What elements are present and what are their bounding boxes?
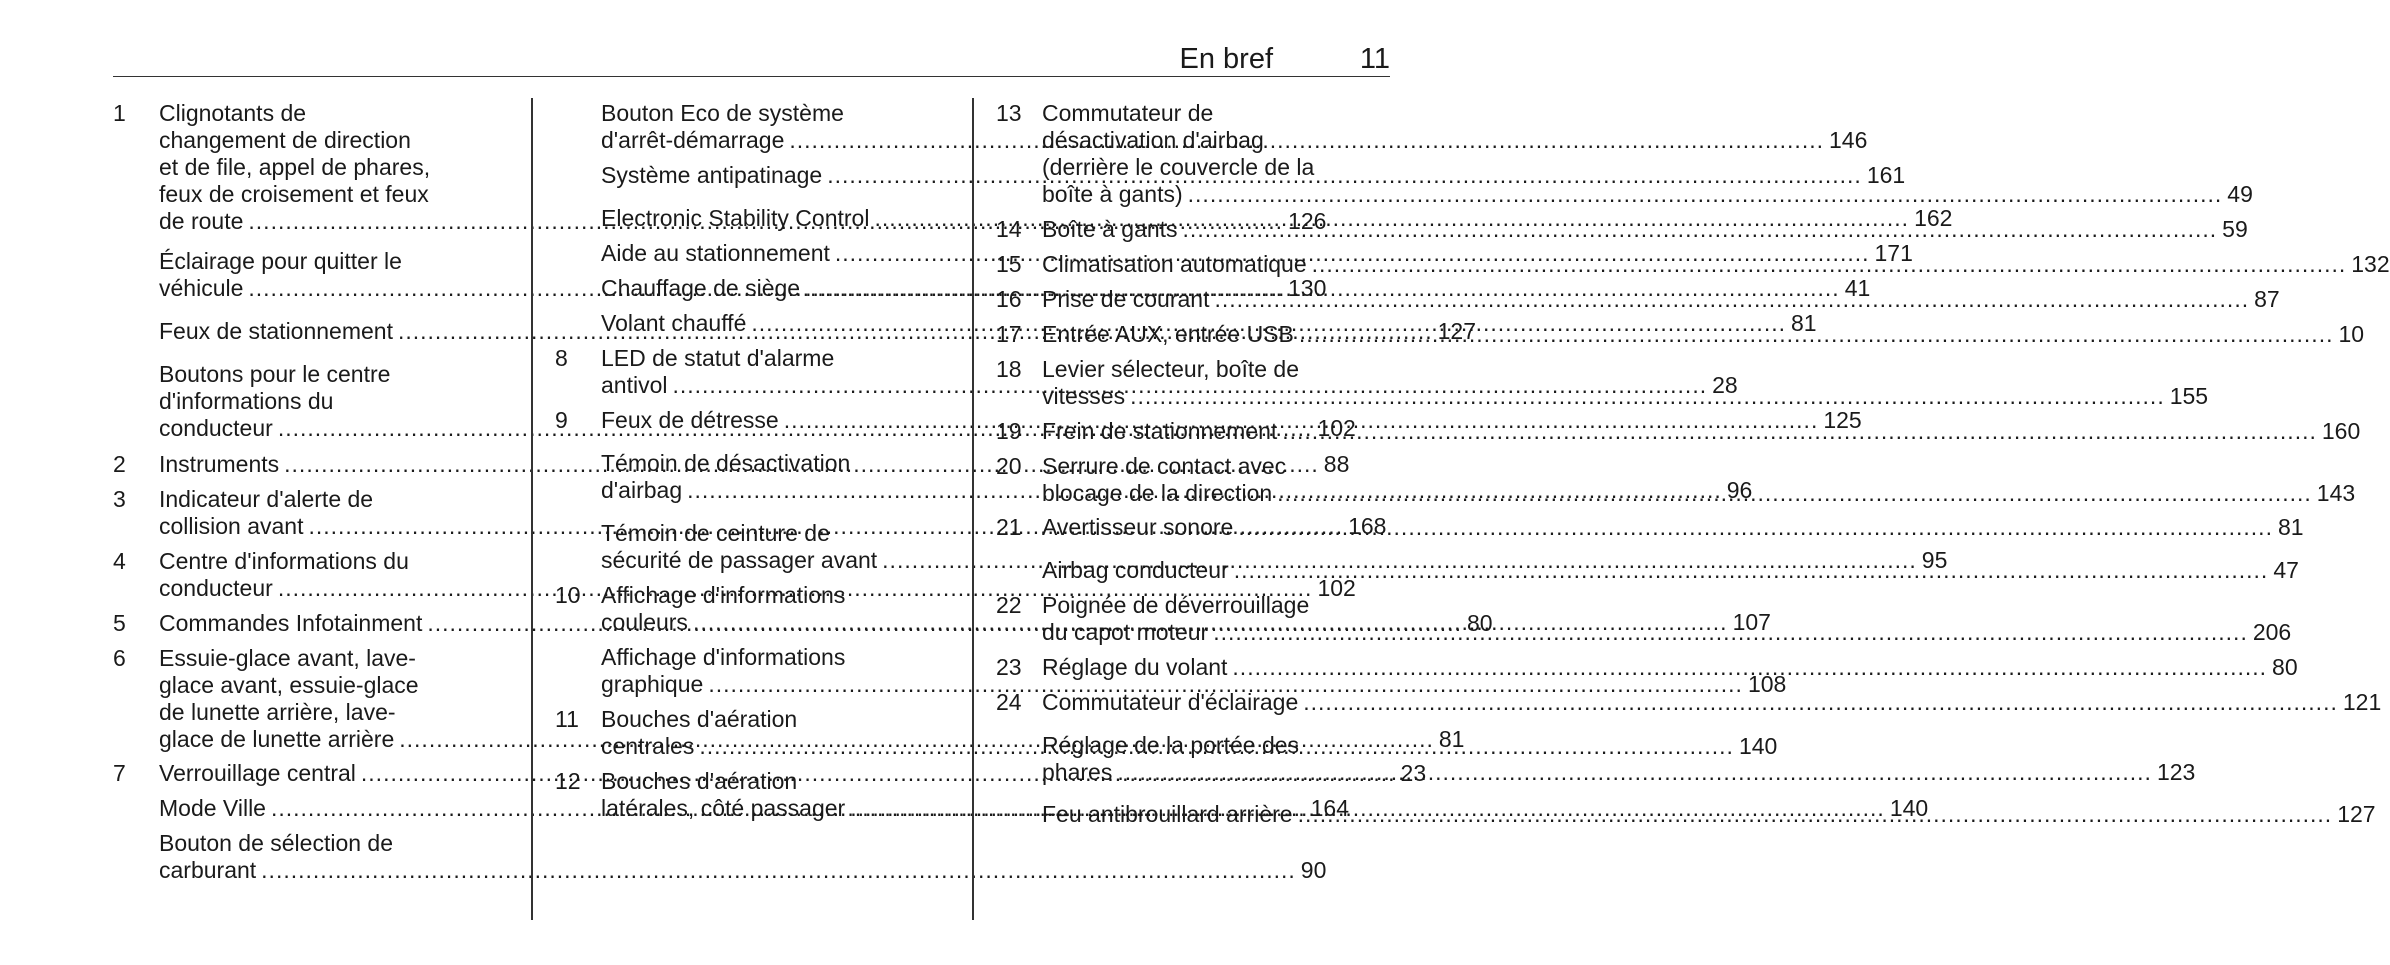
dot-leader xyxy=(1178,216,2223,243)
section-title: En bref xyxy=(1179,43,1273,75)
page-reference: 143 xyxy=(2316,480,2356,506)
entry-label: Instruments xyxy=(159,451,280,477)
page-reference: 90 xyxy=(1300,857,1327,883)
entry-line xyxy=(1042,654,2298,681)
entry-label: Airbag conducteur xyxy=(1042,557,1229,583)
entry-number: 18 xyxy=(996,356,1022,382)
page-reference: 81 xyxy=(2277,514,2304,540)
entry-label: Feux de stationnement xyxy=(159,318,393,344)
entry-label: couleurs xyxy=(601,609,688,635)
entry-line xyxy=(1042,689,2382,716)
entry-line: Centre d'informations du xyxy=(159,548,409,574)
entry-label: Aide au stationnement xyxy=(601,240,830,266)
page-reference: 80 xyxy=(1466,610,1493,636)
entry-line: de lunette arrière, lave- xyxy=(159,699,396,725)
entry-line: Serrure de contact avec xyxy=(1042,453,1287,479)
entry-line: Éclairage pour quitter le xyxy=(159,248,402,274)
entry-label: Boîte à gants xyxy=(1042,216,1178,242)
page-reference: 125 xyxy=(1823,407,1862,433)
dot-leader xyxy=(1227,654,2272,681)
dot-leader xyxy=(1208,619,2253,646)
dot-leader xyxy=(1294,321,2339,348)
entry-label: de route xyxy=(159,208,244,234)
page-reference: 123 xyxy=(2156,759,2196,785)
entry-label: blocage de la direction xyxy=(1042,480,1273,506)
entry-number: 14 xyxy=(996,216,1022,242)
toc-entry xyxy=(113,830,1327,884)
page-reference: 81 xyxy=(1791,310,1817,336)
page-reference: 162 xyxy=(1914,205,1953,231)
entry-line: Réglage de la portée des xyxy=(1042,732,1300,758)
entry-label: graphique xyxy=(601,671,704,697)
toc-entry xyxy=(996,689,2382,716)
entry-line: Indicateur d'alerte de xyxy=(159,486,374,512)
entry-label: conducteur xyxy=(159,575,273,601)
toc-entry xyxy=(996,654,2298,681)
dot-leader xyxy=(1293,801,2338,828)
entry-label: vitesses xyxy=(1042,383,1126,409)
page-reference: 95 xyxy=(1921,547,1948,573)
page-reference: 80 xyxy=(2272,654,2298,680)
entry-line: LED de statut d'alarme xyxy=(601,345,835,371)
entry-label: Entrée AUX, entrée USB xyxy=(1042,321,1294,347)
page-reference: 47 xyxy=(2273,557,2299,583)
page-reference: 28 xyxy=(1712,372,1738,398)
entry-label: Réglage du volant xyxy=(1042,654,1228,680)
entry-line: et de file, appel de phares, xyxy=(159,154,431,180)
entry-label: collision avant xyxy=(159,513,304,539)
page-reference: 10 xyxy=(2338,321,2365,347)
entry-line: Bouton Eco de système xyxy=(601,100,844,126)
page-reference: 49 xyxy=(2227,181,2253,207)
entry-number: 5 xyxy=(113,610,126,636)
entry-number: 9 xyxy=(555,407,568,433)
dot-leader xyxy=(1229,557,2274,584)
entry-label: phares xyxy=(1042,759,1113,785)
page-reference: 88 xyxy=(1323,451,1350,477)
entry-number: 12 xyxy=(555,768,581,794)
entry-label: Commandes Infotainment xyxy=(159,610,423,636)
page-reference: 127 xyxy=(2337,801,2376,827)
entry-label: Mode Ville xyxy=(159,795,266,821)
page-reference: 132 xyxy=(2351,251,2390,277)
page-reference: 140 xyxy=(1889,795,1929,821)
dot-leader xyxy=(1233,514,2278,541)
page-number: 11 xyxy=(1359,43,1390,75)
entry-line: Bouches d'aération xyxy=(601,706,798,732)
entry-number: 13 xyxy=(996,100,1022,126)
entry-label: sécurité de passager avant xyxy=(601,547,878,573)
page-reference: 102 xyxy=(1317,575,1356,601)
entry-label: du capot moteur xyxy=(1042,619,1209,645)
entry-label: Feux de détresse xyxy=(601,407,779,433)
entry-line: Boutons pour le centre xyxy=(159,361,391,387)
entry-number: 15 xyxy=(996,251,1022,277)
dot-leader xyxy=(1183,181,2228,208)
entry-text xyxy=(1042,654,2298,681)
column-divider xyxy=(531,98,533,920)
entry-label: antivol xyxy=(601,372,668,398)
entry-line: Bouches d'aération xyxy=(601,768,798,794)
entry-label: glace de lunette arrière xyxy=(159,726,395,752)
page-reference: 206 xyxy=(2252,619,2292,645)
dot-leader xyxy=(1112,759,2157,786)
entry-label: Prise de courant xyxy=(1042,286,1210,312)
entry-number: 2 xyxy=(113,451,126,477)
entry-label: Verrouillage central xyxy=(159,760,356,786)
entry-label: véhicule xyxy=(159,275,244,301)
entry-line xyxy=(1042,759,2196,786)
dot-leader xyxy=(256,857,1301,884)
entry-line: Poignée de déverrouillage xyxy=(1042,592,1310,618)
entry-line: glace avant, essuie-glace xyxy=(159,672,419,698)
page-reference: 130 xyxy=(1288,275,1327,301)
entry-line: Levier sélecteur, boîte de xyxy=(1042,356,1299,382)
dot-leader xyxy=(1209,286,2254,313)
entry-label: Avertisseur sonore xyxy=(1042,514,1234,540)
entry-label: Volant chauffé xyxy=(601,310,747,336)
page-reference: 126 xyxy=(1288,208,1327,234)
dot-leader xyxy=(1272,480,2317,507)
page-reference: 171 xyxy=(1874,240,1913,266)
entry-line: Affichage d'informations xyxy=(601,582,846,608)
entry-label: conducteur xyxy=(159,415,273,441)
entry-label: latérales, côté passager xyxy=(601,795,846,821)
entry-label: Electronic Stability Control xyxy=(601,205,870,231)
entry-number: 21 xyxy=(996,514,1022,540)
entry-number: 20 xyxy=(996,453,1022,479)
dot-leader xyxy=(1298,689,2343,716)
dot-leader xyxy=(1307,251,2352,278)
entry-number: 4 xyxy=(113,548,126,574)
entry-line xyxy=(601,671,1787,698)
entry-label: Feu antibrouillard arrière xyxy=(1042,801,1293,827)
entry-number: 17 xyxy=(996,321,1022,347)
page-reference: 107 xyxy=(1732,609,1771,635)
entry-label: Commutateur d'éclairage xyxy=(1042,689,1299,715)
entry-label: carburant xyxy=(159,857,257,883)
entry-label: Climatisation automatique xyxy=(1042,251,1307,277)
entry-line: Essuie-glace avant, lave- xyxy=(159,645,416,671)
entry-label: boîte à gants) xyxy=(1042,181,1183,207)
entry-line: feux de croisement et feux xyxy=(159,181,429,207)
entry-label: Frein de stationnement xyxy=(1042,418,1278,444)
page-reference: 23 xyxy=(1400,760,1427,786)
page-reference: 121 xyxy=(2342,689,2382,715)
page-reference: 87 xyxy=(2254,286,2280,312)
entry-line: Témoin de désactivation xyxy=(601,450,851,476)
column-divider xyxy=(972,98,974,920)
page-reference: 96 xyxy=(1726,477,1753,503)
entry-number: 19 xyxy=(996,418,1022,444)
page-reference: 161 xyxy=(1866,162,1906,188)
entry-label: centrales xyxy=(601,733,695,759)
page-header xyxy=(113,42,1390,77)
page-reference: 81 xyxy=(1438,726,1465,752)
entry-line: désactivation d'airbag xyxy=(1042,127,1264,153)
page-reference: 155 xyxy=(2169,383,2209,409)
entry-line: Témoin de ceinture de xyxy=(601,520,830,546)
entry-line: (derrière le couvercle de la xyxy=(1042,154,1315,180)
entry-number: 3 xyxy=(113,486,126,512)
entry-line: changement de direction xyxy=(159,127,411,153)
entry-text xyxy=(159,830,1327,884)
entry-line xyxy=(159,857,1327,884)
entry-label: Système antipatinage xyxy=(601,162,823,188)
dot-leader xyxy=(1277,418,2322,445)
entry-number: 22 xyxy=(996,592,1022,618)
entry-label: d'arrêt-démarrage xyxy=(601,127,785,153)
entry-line xyxy=(1042,181,2253,208)
entry-number: 23 xyxy=(996,654,1022,680)
page-reference: 59 xyxy=(2222,216,2248,242)
entry-number: 10 xyxy=(555,582,581,608)
dot-leader xyxy=(1125,383,2170,410)
entry-line: Commutateur de xyxy=(1042,100,1214,126)
entry-text xyxy=(1042,689,2382,716)
page-reference: 160 xyxy=(2321,418,2361,444)
page-reference: 140 xyxy=(1738,733,1778,759)
entry-number: 1 xyxy=(113,100,126,126)
entry-number: 24 xyxy=(996,689,1022,715)
page-reference: 102 xyxy=(1317,415,1356,441)
entry-number: 16 xyxy=(996,286,1022,312)
page-reference: 168 xyxy=(1348,513,1387,539)
entry-label: Chauffage de siège xyxy=(601,275,801,301)
page-reference: 146 xyxy=(1829,127,1868,153)
entry-line: d'informations du xyxy=(159,388,334,414)
entry-line: Clignotants de xyxy=(159,100,307,126)
entry-label: d'airbag xyxy=(601,477,683,503)
entry-number: 7 xyxy=(113,760,126,786)
page-reference: 41 xyxy=(1844,275,1871,301)
page-reference: 108 xyxy=(1747,671,1787,697)
entry-number: 11 xyxy=(555,706,579,732)
page-reference: 127 xyxy=(1437,318,1476,344)
entry-line: Bouton de sélection de xyxy=(159,830,394,856)
page-reference: 164 xyxy=(1310,795,1349,821)
entry-number: 6 xyxy=(113,645,126,671)
entry-number: 8 xyxy=(555,345,568,371)
entry-line: Affichage d'informations xyxy=(601,644,846,670)
